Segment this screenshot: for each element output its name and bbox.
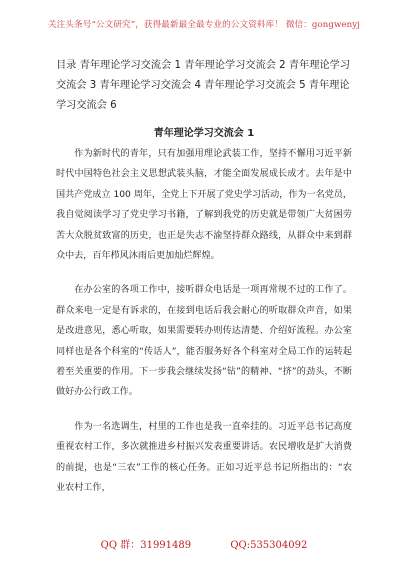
section-title: 青年理论学习交流会 1 bbox=[153, 128, 255, 139]
header-banner: 关注头条号“公文研究”，获得最新最全最专业的公文资料库！ 微信：gongwenyj bbox=[47, 20, 361, 30]
footer-qq-group: QQ 群：31991489 bbox=[100, 540, 192, 551]
table-of-contents: 目录 青年理论学习交流会 1 青年理论学习交流会 2 青年理论学习交流会 3 青年理论学习交流会 4 青年理论学习交流会 5 青年理论学习交流会 6 bbox=[56, 60, 351, 111]
page-footer bbox=[0, 536, 408, 551]
document-body bbox=[56, 144, 352, 513]
footer-qq: QQ:535304092 bbox=[230, 540, 308, 551]
paragraph-3: 作为一名选调生，村里的工作也是我一直牵挂的。习近平总书记高度重视农村工作，多次就推进乡村振兴发表重要讲话。农民增收是扩大消费的前提，也是“三农”工作的核心任务。正如习近平总书记所指出的：“农业农村工作， bbox=[56, 421, 352, 494]
paragraph-2: 在办公室的各项工作中，接听群众电话是一项再常规不过的工作了。群众来电一定是有诉求的，在接到电话后我会耐心的听取群众声音，如果是改进意见，悉心听取，如果需要转办则传达清楚、介绍好流程。办公室同样也是各个科室的“传话人”，能否服务好各个科室对全局工作的运转起着至关重要的作用。下一步我会继续发扬“钻”的精神、“挤”的劲头，不断做好办公行政工作。 bbox=[56, 285, 352, 398]
paragraph-1: 作为新时代的青年，只有加强用理论武装工作，坚持不懈用习近平新时代中国特色社会主义思想武装头脑，才能全面发展成长成才。去年是中国共产党成立 100 周年，全党上下开展了党史学习活动，作为一名党员，我自觉阅读学习了党史学习书籍，了解到我党的历史就是带领广大贫困劳苦大众脱贫致富的历史，也正是失志不渝坚持群众路线，从群众中来到群众中去，百年栉风沐雨后更加灿烂辉煌。 bbox=[56, 149, 352, 262]
